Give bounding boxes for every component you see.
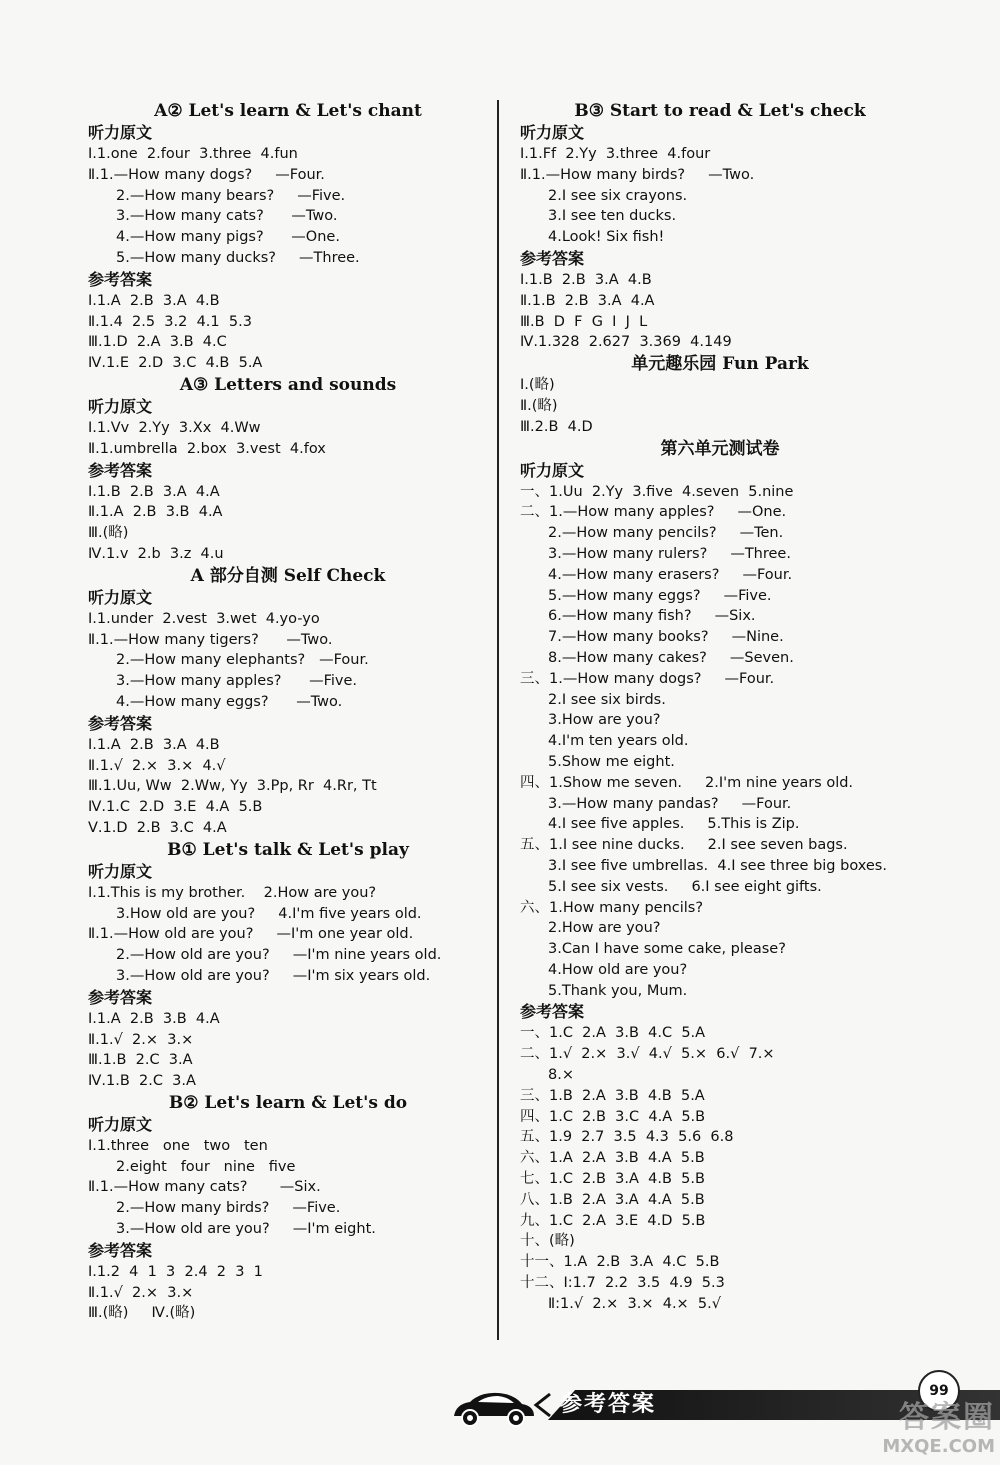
footer-banner-text: 参考答案 [560,1392,657,1417]
section-title: A③ Letters and sounds [179,374,397,395]
answer-line: 2.—How many bears? —Five. [116,187,346,204]
answer-line: Ⅱ.1.umbrella 2.box 3.vest 4.fox [88,440,326,457]
answer-line: Ⅲ.1.D 2.A 3.B 4.C [88,334,227,351]
answer-line: 一、1.C 2.A 3.B 4.C 5.A [520,1025,706,1042]
section-title: B③ Start to read & Let's check [574,101,866,121]
answer-line: 3.How are you? [548,712,661,729]
answer-line: 3.—How many apples? —Five. [116,673,358,690]
block-heading: 参考答案 [88,987,153,1007]
answer-line: 二、1.—How many apples? —One. [520,504,787,521]
answer-line: 4.I see five apples. 5.This is Zip. [548,816,800,833]
watermark [800,1400,995,1462]
block-heading: 听力原文 [88,1114,153,1134]
answer-line: 2.eight four nine five [116,1158,296,1175]
answer-line: 3.—How old are you? —I'm six years old. [116,967,431,984]
answer-line: 4.—How many pigs? —One. [116,229,340,246]
answer-line: Ⅱ.1.4 2.5 3.2 4.1 5.3 [88,313,252,330]
answer-line: 十一、1.A 2.B 3.A 4.C 5.B [520,1254,720,1271]
block-heading: 听力原文 [520,123,585,142]
answer-line: 5.I see six vests. 6.I see eight gifts. [548,878,822,895]
section-title: 单元趣乐园 Fun Park [631,354,809,375]
answer-line: 四、1.C 2.B 3.C 4.A 5.B [520,1108,706,1125]
answer-line: Ⅳ.1.328 2.627 3.369 4.149 [520,334,732,351]
answer-line: Ⅲ.(略) [88,525,129,542]
answer-line: Ⅲ.(略) Ⅳ.(略) [88,1305,196,1322]
answer-line: 3.Can I have some cake, please? [548,941,786,958]
answer-line: 六、1.How many pencils? [520,899,704,916]
answer-line: Ⅱ.1.—How many birds? —Two. [520,166,755,183]
answer-line: Ⅰ.1.A 2.B 3.B 4.A [88,1010,220,1027]
answer-line: Ⅱ.1.√ 2.× 3.× [88,1031,194,1048]
answer-line: 4.I'm ten years old. [548,733,689,750]
answer-line: 九、1.C 2.A 3.E 4.D 5.B [520,1212,706,1229]
answer-line: Ⅴ.1.D 2.B 3.C 4.A [88,819,227,836]
watermark-en: MXQE.COM [882,1436,995,1457]
answer-line: 8.× [548,1067,574,1084]
answer-line: 2.—How many pencils? —Ten. [548,525,784,542]
answer-line: Ⅱ.1.√ 2.× 3.× [88,1284,194,1301]
answer-line: 四、1.Show me seven. 2.I'm nine years old. [520,774,854,791]
answer-line: Ⅲ.1.B 2.C 3.A [88,1052,193,1069]
block-heading: 参考答案 [88,269,153,289]
answer-line: 2.—How old are you? —I'm nine years old. [116,947,442,964]
answer-line: 3.How old are you? 4.I'm five years old. [116,905,422,922]
answer-line: 5.Thank you, Mum. [548,982,688,999]
right-column [520,100,920,1315]
answer-line: Ⅳ.1.B 2.C 3.A [88,1073,196,1090]
answer-line: 7.—How many books? —Nine. [548,629,784,646]
answer-line: Ⅲ.2.B 4.D [520,418,593,435]
answer-line: 五、1.I see nine ducks. 2.I see seven bags. [520,837,848,854]
answer-line: 3.—How many rulers? —Three. [548,545,791,562]
arrow-icon [532,1392,552,1418]
answer-line: 3.—How many pandas? —Four. [548,795,792,812]
answer-line: Ⅱ.1.√ 2.× 3.× 4.√ [88,757,226,774]
answer-line: 6.—How many fish? —Six. [548,608,756,625]
block-heading: 参考答案 [88,1240,153,1260]
block-heading: 听力原文 [88,123,153,142]
block-heading: 参考答案 [88,460,153,480]
answer-line: Ⅰ.1.one 2.four 3.three 4.fun [88,146,298,162]
answer-line: 三、1.—How many dogs? —Four. [520,670,775,687]
answer-line: 八、1.B 2.A 3.A 4.A 5.B [520,1191,705,1208]
answer-line: 一、1.Uu 2.Yy 3.five 4.seven 5.nine [520,483,794,500]
answer-line: 3.I see ten ducks. [548,208,677,225]
answer-line: Ⅱ.1.—How many dogs? —Four. [88,166,325,183]
answer-line: 2.How are you? [548,920,661,937]
section-title: B② Let's learn & Let's do [168,1092,408,1113]
answer-line: Ⅲ.1.Uu, Ww 2.Ww, Yy 3.Pp, Rr 4.Rr, Tt [88,778,377,795]
answer-line: 六、1.A 2.A 3.B 4.A 5.B [520,1150,705,1167]
block-heading: 听力原文 [88,861,153,881]
answer-line: 二、1.√ 2.× 3.√ 4.√ 5.× 6.√ 7.× [520,1046,775,1063]
answer-line: Ⅱ.1.—How many tigers? —Two. [88,631,333,648]
left-column [88,100,488,1324]
block-heading: 听力原文 [520,460,585,480]
answer-line: 2.—How many birds? —Five. [116,1200,341,1217]
section-title: B① Let's talk & Let's play [167,839,409,860]
answer-line: Ⅲ.B D F G I J L [520,313,648,330]
answer-line: Ⅰ.1.Ff 2.Yy 3.three 4.four [520,146,711,162]
section-title: 第六单元测试卷 [660,438,780,459]
answer-line: 4.—How many erasers? —Four. [548,566,793,583]
answer-line: 2.—How many elephants? —Four. [116,652,369,669]
car-icon [448,1388,538,1428]
block-heading: 听力原文 [88,396,153,416]
column-divider [497,100,499,1340]
answer-line: 十、(略) [520,1233,575,1250]
answer-line: 8.—How many cakes? —Seven. [548,649,794,666]
answer-line: Ⅳ.1.E 2.D 3.C 4.B 5.A [88,355,263,372]
answer-line: 5.—How many ducks? —Three. [116,249,360,266]
answer-line: Ⅱ.1.—How many cats? —Six. [88,1179,321,1196]
answer-line: Ⅰ.1.Vv 2.Yy 3.Xx 4.Ww [88,419,261,436]
answer-line: Ⅰ.1.A 2.B 3.A 4.B [88,292,220,309]
answer-line: Ⅰ.1.under 2.vest 3.wet 4.yo-yo [88,610,320,627]
answer-line: Ⅰ.1.B 2.B 3.A 4.A [88,483,220,500]
answer-line: 5.—How many eggs? —Five. [548,587,772,604]
answer-line: 2.I see six birds. [548,691,666,708]
answer-line: 七、1.C 2.B 3.A 4.B 5.B [520,1171,705,1188]
answer-line: 5.Show me eight. [548,753,675,770]
answer-line: 3.I see five umbrellas. 4.I see three big boxes. [548,857,887,874]
answer-line: 3.—How old are you? —I'm eight. [116,1221,376,1238]
answer-line: Ⅳ.1.v 2.b 3.z 4.u [88,545,224,562]
section-title: A② Let's learn & Let's chant [154,101,422,121]
answer-line: Ⅰ.1.2 4 1 3 2.4 2 3 1 [88,1263,263,1280]
section-title: A 部分自测 Self Check [190,565,386,586]
answer-line: 2.I see six crayons. [548,187,688,204]
block-heading: 参考答案 [520,1002,585,1022]
answer-line: Ⅰ.1.A 2.B 3.A 4.B [88,736,220,753]
answer-line: 十二、Ⅰ:1.7 2.2 3.5 4.9 5.3 [520,1275,725,1292]
answer-line: 4.—How many eggs? —Two. [116,693,343,710]
answer-line: 4.How old are you? [548,961,688,978]
answer-line: Ⅰ.1.This is my brother. 2.How are you? [88,884,377,901]
answer-line: Ⅱ:1.√ 2.× 3.× 4.× 5.√ [548,1295,721,1312]
answer-line: Ⅱ.1.—How old are you? —I'm one year old. [88,926,414,943]
block-heading: 参考答案 [520,248,585,268]
answer-line: Ⅰ.1.B 2.B 3.A 4.B [520,271,652,288]
page-number: 99 [918,1370,960,1412]
answer-line: Ⅳ.1.C 2.D 3.E 4.A 5.B [88,799,263,816]
block-heading: 参考答案 [88,713,153,733]
watermark-cn: 答案圈 [899,1400,995,1435]
answer-line: 五、1.9 2.7 3.5 4.3 5.6 6.8 [520,1129,734,1146]
answer-line: 三、1.B 2.A 3.B 4.B 5.A [520,1087,705,1104]
answer-line: 3.—How many cats? —Two. [116,208,338,225]
block-heading: 听力原文 [88,587,153,607]
answer-line: Ⅰ.1.three one two ten [88,1137,268,1154]
answer-line: Ⅱ.1.B 2.B 3.A 4.A [520,292,655,309]
answer-line: Ⅰ.(略) [520,377,555,394]
answer-line: Ⅱ.1.A 2.B 3.B 4.A [88,504,223,521]
answer-line: 4.Look! Six fish! [548,229,665,246]
answer-line: Ⅱ.(略) [520,397,558,414]
